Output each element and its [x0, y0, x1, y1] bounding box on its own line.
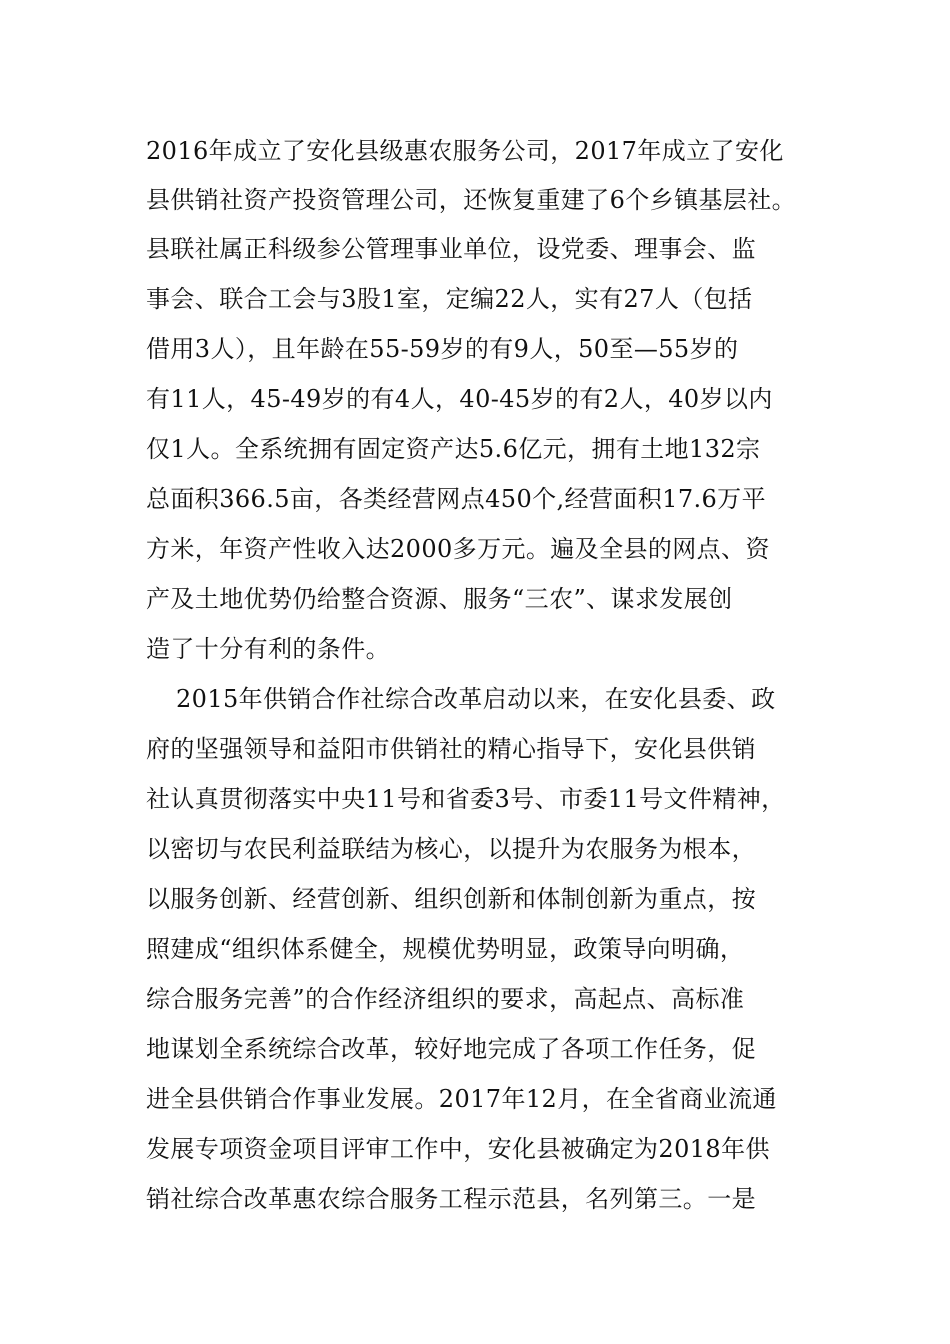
text-line: 地谋划全系统综合改革，较好地完成了各项工作任务，促	[146, 1035, 756, 1063]
text-line: 方米，年资产性收入达2000多万元。遍及全县的网点、资	[146, 535, 770, 563]
text-line: 以密切与农民利益联结为核心，以提升为农服务为根本，	[146, 835, 756, 863]
text-line: 发展专项资金项目评审工作中，安化县被确定为2018年供	[146, 1135, 770, 1163]
text-line: 县供销社资产投资管理公司，还恢复重建了6个乡镇基层社。	[146, 186, 797, 214]
text-line: 造了十分有利的条件。	[146, 635, 390, 663]
text-line: 府的坚强领导和益阳市供销社的精心指导下，安化县供销	[146, 735, 756, 763]
text-line: 有11人，45-49岁的有4人，40-45岁的有2人，40岁以内	[146, 385, 773, 413]
text-line: 产及土地优势仍给整合资源、服务“三农”、谋求发展创	[146, 585, 733, 613]
text-line: 社认真贯彻落实中央11号和省委3号、市委11号文件精神，	[146, 785, 786, 813]
text-line: 县联社属正科级参公管理事业单位，设党委、理事会、监	[146, 235, 756, 263]
text-line: 销社综合改革惠农综合服务工程示范县，名列第三。一是	[146, 1185, 756, 1213]
text-line: 进全县供销合作事业发展。2017年12月，在全省商业流通	[146, 1085, 777, 1113]
paragraph-first-line: 2015年供销合作社综合改革启动以来，在安化县委、政	[176, 685, 776, 713]
text-line: 总面积366.5亩，各类经营网点450个,经营面积17.6万平	[146, 485, 766, 513]
text-line: 综合服务完善”的合作经济组织的要求，高起点、高标准	[146, 985, 745, 1013]
text-line: 事会、联合工会与3股1室，定编22人，实有27人（包括	[146, 285, 753, 313]
text-line: 2016年成立了安化县级惠农服务公司，2017年成立了安化	[146, 137, 784, 165]
text-line: 照建成“组织体系健全，规模优势明显，政策导向明确，	[146, 935, 745, 963]
text-line: 以服务创新、经营创新、组织创新和体制创新为重点，按	[146, 885, 756, 913]
text-line: 借用3人），且年龄在55-59岁的有9人，50至—55岁的	[146, 335, 739, 363]
text-line: 仅1人。全系统拥有固定资产达5.6亿元，拥有土地132宗	[146, 435, 761, 463]
